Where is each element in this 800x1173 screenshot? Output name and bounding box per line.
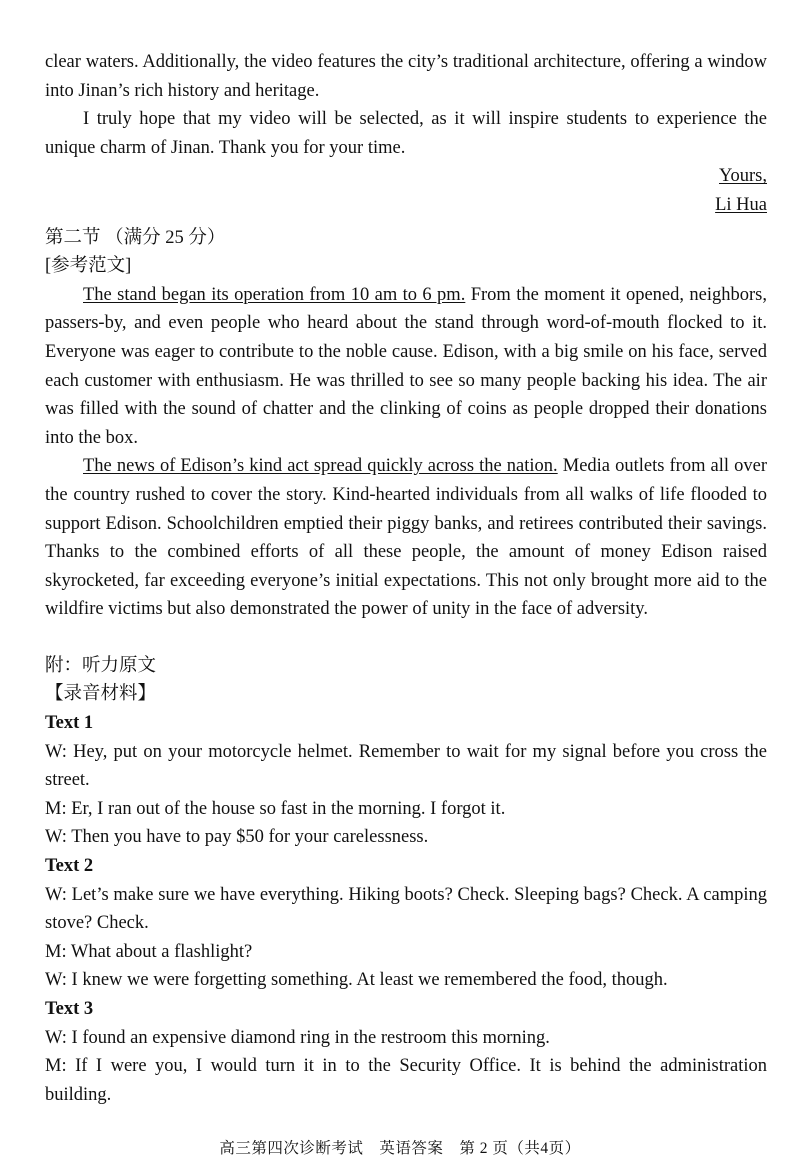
- letter-closing: [45, 162, 767, 191]
- dialogue-line: M: Er, I ran out of the house so fast in the morning. I forgot it.: [45, 798, 506, 819]
- dialogue-line: M: If I were you, I would turn it in to the Security Office. It is behind the administration building.: [45, 1056, 767, 1105]
- document-page: [45, 48, 767, 1109]
- essay-paragraph-1: [45, 281, 767, 453]
- recording-material-label: 【录音材料】: [45, 684, 157, 705]
- text-title: Text 2: [45, 856, 94, 877]
- dialogue-line: W: I knew we were forgetting something. At least we remembered the food, though.: [45, 970, 668, 991]
- letter-paragraph-hope: I truly hope that my video will be selected, as it will inspire students to experience the unique charm of Jinan. Thank you for your time.: [45, 109, 767, 158]
- letter-signature: [45, 191, 767, 220]
- letter-paragraph-end: clear waters. Additionally, the video features the city’s traditional architecture, offering a window into Jinan’s rich history and heritage.: [45, 52, 767, 101]
- dialogue-line: W: Hey, put on your motorcycle helmet. Remember to wait for my signal before you cross the street.: [45, 741, 767, 791]
- dialogue-line: W: Let’s make sure we have everything. Hiking boots? Check. Sleeping bags? Check. A camping stove? Check.: [45, 884, 767, 934]
- closing-text: Yours,: [719, 166, 767, 187]
- dialogue-line: W: I found an expensive diamond ring in the restroom this morning.: [45, 1027, 550, 1048]
- essay-p1-given-sentence: The stand began its operation from 10 am to 6 pm.: [83, 284, 466, 305]
- essay-p2-given-sentence: The news of Edison’s kind act spread quickly across the nation.: [83, 456, 558, 477]
- page-footer: 高三第四次诊断考试 英语答案 第 2 页（共4页）: [219, 1140, 581, 1157]
- signature-text: Li Hua: [715, 194, 767, 215]
- dialogue-line: W: Then you have to pay $50 for your carelessness.: [45, 827, 429, 848]
- sample-essay-label: [参考范文]: [45, 256, 132, 277]
- appendix-heading: 附：听力原文: [45, 655, 157, 676]
- text-title: Text 1: [45, 713, 94, 734]
- section-heading: 第二节 （满分 25 分）: [45, 227, 226, 248]
- text-title: Text 3: [45, 999, 94, 1019]
- essay-p2-body: Media outlets from all over the country rushed to cover the story. Kind-hearted individuals from all walks of life flooded to support Edison. Schoolchildren emptied their piggy banks, and retirees contributed their savings. Thanks to the combined efforts of all these people, the amount of money Edison raised skyrocketed, far exceeding everyone’s initial expectations. This not only brought more aid to the wildfire victims but also demonstrated the power of unity in the face of adversity.: [45, 456, 767, 620]
- essay-paragraph-2: [45, 452, 767, 624]
- dialogue-line: M: What about a flashlight?: [45, 941, 253, 962]
- essay-p1-body: From the moment it opened, neighbors, passers-by, and even people who heard about the stand through word-of-mouth flocked to it. Everyone was eager to contribute to the noble cause. Edison, with a big smile on his face, served each customer with enthusiasm. He was thrilled to see so many people backing his idea. The air was filled with the sound of chatter and the clinking of coins as people dropped their donations into the box.: [45, 284, 767, 448]
